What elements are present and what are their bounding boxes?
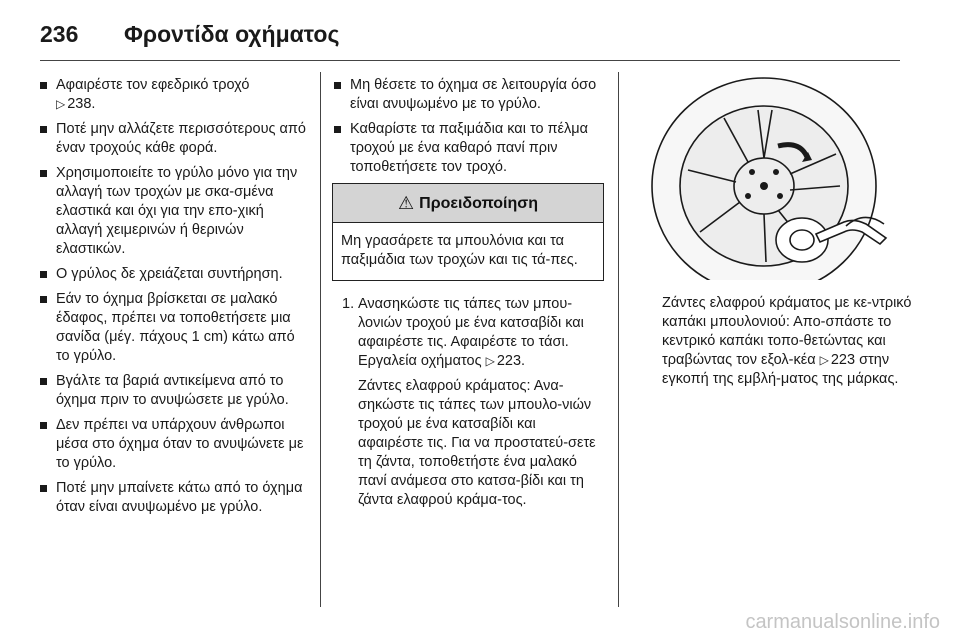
figure-caption: Ζάντες ελαφρού κράματος με κε-ντρικό καπάκι μπουλονιού: Απο-σπάστε το κεντρικό καπάκι τοπο-θετώντας και τραβώντας τον εξολ-κέα ▷ 223 στην εγκοπή της εμβλή-ματος της μάρκας.: [662, 295, 912, 387]
warning-header: [333, 184, 603, 223]
ref-arrow-icon: ▷: [819, 353, 829, 367]
list-item: Χρησιμοποιείτε το γρύλο μόνο για την αλλαγή των τροχών με σκα-σμένα ελαστικά και όχι για την επο-χική αλλαγή χειμερινών ή θερινών ελαστικών.: [38, 164, 310, 259]
page-number: 236: [40, 20, 79, 47]
ref-arrow-icon: ▷: [56, 97, 66, 111]
list-item: Ποτέ μην αλλάζετε περισσότερους από έναν τροχούς κάθε φορά.: [38, 120, 310, 158]
column-2: [332, 76, 604, 510]
list-item: Ο γρύλος δε χρειάζεται συντήρηση.: [38, 265, 310, 284]
list-item: Καθαρίστε τα παξιμάδια και το πέλμα τροχού με ένα καθαρό πανί πριν τοποθετήσετε τον τροχό.: [332, 120, 604, 177]
page-reference[interactable]: 238.: [67, 96, 96, 112]
wheel-cap-illustration: [640, 74, 908, 280]
list-item: Μη θέσετε το όχημα σε λειτουργία όσο είναι ανυψωμένο με το γρύλο.: [332, 76, 604, 114]
list-item: Εάν το όχημα βρίσκεται σε μαλακό έδαφος, πρέπει να τοποθετήσετε μια σανίδα (μέγ. πάχους 1 cm) κάτω από το γρύλο.: [38, 290, 310, 366]
warning-title: Προειδοποίηση: [419, 194, 538, 212]
page-reference[interactable]: 223.: [496, 353, 526, 369]
warning-triangle-icon: ⚠: [398, 192, 415, 213]
page-header: [40, 14, 900, 54]
page-reference[interactable]: 223: [830, 352, 856, 368]
list-item: Δεν πρέπει να υπάρχουν άνθρωποι μέσα στο όχημα όταν το ανυψώνετε με το γρύλο.: [38, 416, 310, 473]
ref-arrow-icon: ▷: [485, 354, 495, 368]
header-divider: [40, 60, 900, 61]
step-paragraph: Ζάντες ελαφρού κράματος: Ανα-σηκώστε τις τάπες των μπουλο-νιών τροχού με ένα κατσαβίδι και αφαιρέστε τις. Για να προστατεύ-σετε τη ζάντα, τοποθετήστε ένα μαλακό πανί ανάμεσα στο κατσα-βίδι και τη ζάντα ελαφρού κράμα-τος.: [358, 378, 596, 508]
list-item: Αφαιρέστε τον εφεδρικό τροχό ▷ 238.: [38, 76, 310, 114]
list-item: Βγάλτε τα βαριά αντικείμενα από το όχημα πριν το ανυψώσετε με γρύλο.: [38, 372, 310, 410]
warning-body: Μη γρασάρετε τα μπουλόνια και τα παξιμάδια των τροχών και τις τά-πες.: [341, 233, 578, 268]
list-item: Ποτέ μην μπαίνετε κάτω από το όχημα όταν είναι ανυψωμένο με γρύλο.: [38, 479, 310, 517]
watermark: carmanualsonline.info: [745, 611, 940, 633]
column-divider-2: [618, 72, 619, 607]
step-number: 1.: [342, 296, 355, 312]
column-1: [38, 76, 310, 523]
page-title: Φροντίδα οχήματος: [124, 20, 340, 47]
warning-box: [332, 183, 604, 281]
step-1: [332, 295, 604, 510]
column-divider-1: [320, 72, 321, 607]
step-text: Ανασηκώστε τις τάπες των μπου-λονιών τροχού με ένα κατσαβίδι και αφαιρέστε τις. Αφαιρέστε το τάσι. Εργαλεία οχήματος: [358, 296, 584, 369]
